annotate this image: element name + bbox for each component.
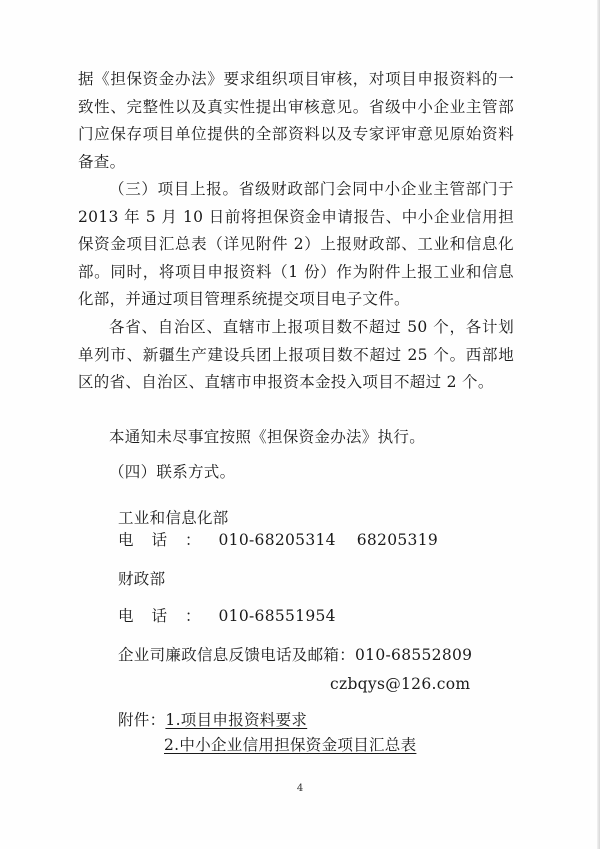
- paragraph-project-submission: （三）项目上报。省级财政部门会同中小企业主管部门于 2013 年 5 月 10 日前将担保资金申请报告、中小企业信用担保资金项目汇总表（详见附件 2）上报财政部、工业和信息化部。同时，将项目申报资料（1 份）作为附件上报工业和信息化部，并通过项目管理系统提交项目电子文件。: [78, 180, 514, 309]
- contact-phone-mof: [118, 606, 336, 626]
- phone-number: 010-68205314 68205319: [218, 531, 439, 549]
- page-number: 4: [296, 783, 304, 794]
- feedback-line: [118, 645, 472, 665]
- phone-label: 电话：: [118, 607, 219, 625]
- phone-label: 电话：: [118, 531, 219, 549]
- contact-phone-miit: [118, 530, 438, 550]
- phone-number: 010-68551954: [218, 607, 336, 625]
- feedback-email: czbqys@126.com: [330, 675, 471, 693]
- feedback-phone: 010-68552809: [355, 646, 473, 664]
- section-contact-heading: （四）联系方式。: [109, 463, 236, 481]
- contact-org-miit: 工业和信息化部: [118, 509, 229, 527]
- attachments-label: 附件：: [118, 711, 166, 729]
- feedback-label: 企业司廉政信息反馈电话及邮箱：: [118, 646, 356, 664]
- paragraph-project-quota: 各省、自治区、直辖市上报项目数不超过 50 个，各计划单列市、新疆生产建设兵团上报项目数不超过 25 个。西部地区的省、自治区、直辖市申报资本金投入项目不超过 2 个。: [78, 318, 514, 392]
- attachment-item-2: 2.中小企业信用担保资金项目汇总表: [164, 736, 417, 754]
- paragraph-review-requirements: 据《担保资金办法》要求组织项目审核，对项目申报资料的一致性、完整性以及真实性提出审核意见。省级中小企业主管部门应保存项目单位提供的全部资料以及专家评审意见原始资料备查。: [78, 70, 514, 171]
- attachment-line-1: [118, 710, 307, 730]
- attachment-item-1: 1.项目申报资料要求: [165, 711, 308, 729]
- paragraph-closing-note: 本通知未尽事宜按照《担保资金办法》执行。: [109, 428, 426, 446]
- contact-org-mof: 财政部: [118, 570, 166, 588]
